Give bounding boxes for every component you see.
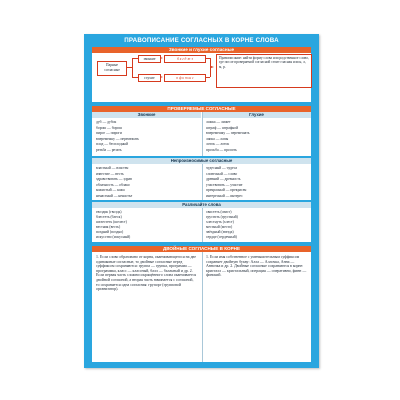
distinguish-row: искусство (искусный) [96, 235, 131, 239]
unpronounceable-row: кожистый — кожа [96, 188, 125, 192]
rule-box: Правописание: найти форму слова или родственное слово, где после проверяемой согласной стоит гласная или н, л, м, р. [216, 54, 312, 88]
double-consonants-panel [92, 246, 311, 362]
voiced-unvoiced-panel [92, 47, 311, 102]
unvoiced-row: просьба — просить [206, 147, 237, 152]
voiced-label-box: звонкие [138, 55, 161, 63]
voiced-row: резьба — резать [96, 147, 122, 152]
distinguish-row: местный (место) [206, 225, 233, 229]
poster-title: ПРАВОПИСАНИЕ СОГЛАСНЫХ В КОРНЕ СЛОВА [124, 37, 279, 44]
unpronounceable-header: Непроизносимые согласные [92, 158, 311, 164]
voiced-letters-box: б в г д ж з [164, 55, 206, 63]
col-unvoiced: Глухие [202, 112, 311, 118]
rule-poster [84, 34, 319, 368]
checked-consonants-panel [92, 106, 311, 156]
arrow-right-icon [160, 76, 163, 78]
distinguish-panel [92, 202, 311, 242]
distinguish-row: блестеть (блеск) [96, 215, 122, 219]
distinguish-row: сердце (сердечный) [206, 235, 237, 239]
unpronounceable-panel [92, 158, 311, 200]
voiced-unvoiced-header: Звонкие и глухие согласные [92, 47, 311, 53]
voiced-row: вперемежку — перемежать [96, 136, 139, 141]
distinguish-row: свистеть (свист) [206, 210, 232, 214]
unpronounceable-row: интересный — интерес [206, 193, 243, 198]
arrow-right-icon [160, 57, 163, 59]
voiced-row: дуб — дубок [96, 120, 117, 124]
checked-consonants-header: ПРОВЕРЯЕМЫЕ СОГЛАСНЫЕ [92, 106, 311, 112]
distinguish-row: гвоздик (гвоздь) [96, 210, 122, 214]
distinguish-row: вестник (весть) [96, 225, 121, 229]
double-right-note: 1. Если имя собственное с уменьшительным суффиксом сохраняет двойную букву: Алла — Аллочка, Анна — Анночка и др. 2. Двойные согласные сохраняются в корне: кристалл — кристальный, операция — оперативно, финн — финский. [206, 255, 307, 278]
unvoiced-row: штраф — штрафной [206, 125, 239, 130]
unpronounceable-row: здравствовать — здрав [96, 177, 132, 181]
unvoiced-row: ложка — лижет [206, 120, 231, 124]
unpronounceable-row: прекрасный — прекрасен [206, 188, 247, 192]
unpronounceable-row: древний — древность [206, 177, 241, 181]
unpronounceable-row: словесный — слово [206, 171, 238, 176]
distinguish-header: Различайте слова [92, 202, 311, 208]
unpronounceable-row: участвовать — участие [206, 182, 243, 187]
unpronounceable-row: властный — властен [96, 166, 129, 170]
col-voiced: Звонкие [92, 112, 201, 118]
distinguish-row: шелестеть (шелест) [96, 220, 127, 224]
arrow-right-icon [211, 66, 214, 68]
voiced-row: плод — бесплодный [96, 142, 129, 146]
distinguish-row: звёздный (звезда) [206, 230, 234, 234]
distinguish-row: грустить (грустный) [206, 215, 238, 219]
distinguish-row: поздний (поздно) [96, 230, 124, 234]
unvoiced-row: лоток — лоток [206, 142, 230, 146]
unvoiced-row: вперемешку — перемешать [206, 131, 250, 135]
voiced-row: борош — борош [96, 125, 123, 130]
distinguish-row: хлестнуть (хлест) [206, 220, 234, 224]
unvoiced-row: лапка — лапы [206, 136, 229, 141]
unpronounceable-row: чудесный — чудеса [206, 166, 238, 170]
double-consonants-header: ДВОЙНЫЕ СОГЛАСНЫЕ В КОРНЕ [92, 246, 311, 252]
unvoiced-letters-box: п ф к т ш с [164, 74, 206, 82]
unpronounceable-row: ненастный — ненастье [96, 193, 133, 198]
unvoiced-label-box: глухие [138, 74, 161, 82]
unpronounceable-row: облачность — облако [96, 182, 130, 187]
double-left-note: 1. Если слово образовано от корня, оканчивающегося на две одинаковые согласные, то двойные согласные перед суффиксом сохраняются: группа — групка, программа — программка, класс — классный, балл — балльный и др. 2. Если первая часть сложносокращённого слова оканчивается двойной согласной, а вторая часть начинается с согласной, то сохраняется одна согласная: групорг (групповой организатор). [96, 255, 197, 292]
unpronounceable-row: известие — весть [96, 171, 124, 176]
voiced-row: пирог — пироги [96, 131, 122, 135]
paired-consonants-box: Парные согласные [97, 61, 127, 76]
